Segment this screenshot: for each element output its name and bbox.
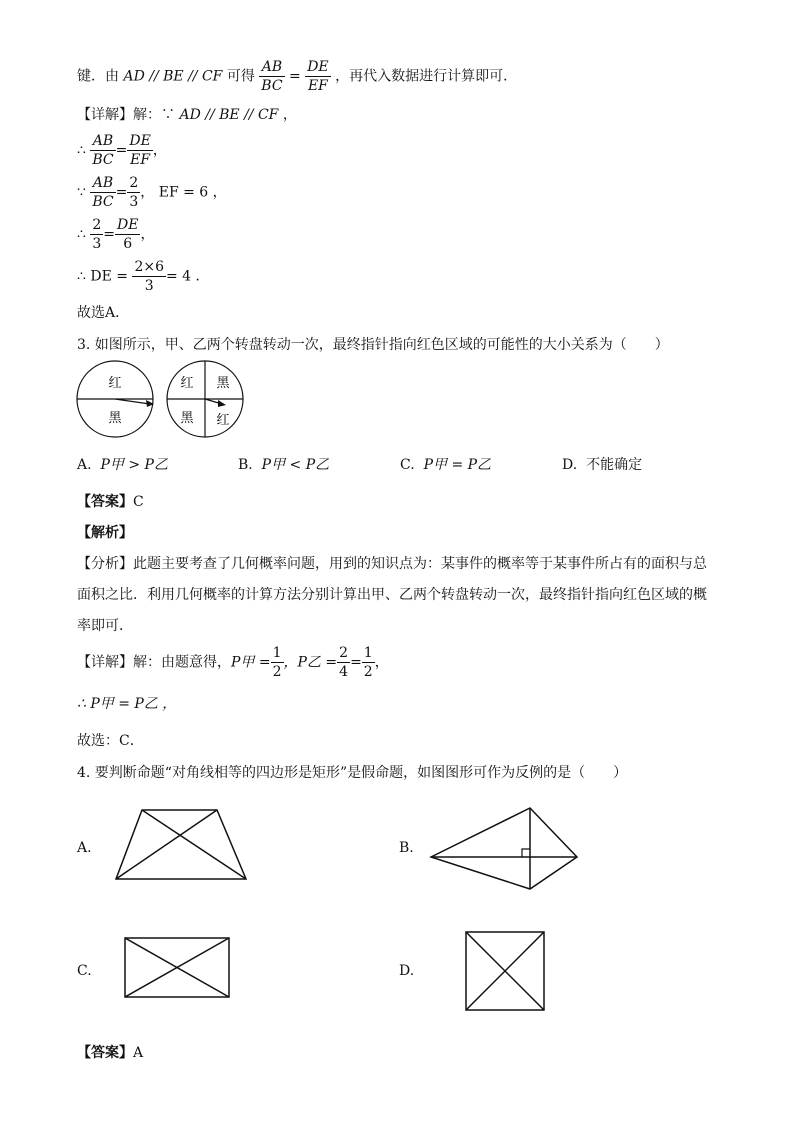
q3-detail: 【详解】解：由题意得，P甲 = $\frac{1}{2}$ ，P乙 = $\frac{2}{4}$ = $\frac{1}{2}$ ， — [77, 645, 389, 680]
right-angle-mark-icon — [522, 849, 530, 857]
spinner-jia-top-label: 红 — [108, 376, 122, 391]
step-3: ∴ $\frac{2}{3}$ = $\frac{DE}{6}$ ， — [77, 217, 155, 252]
q4-label-a: A. — [77, 840, 92, 856]
fraction: $\frac{2}{3}$ — [92, 217, 102, 252]
fraction: $\frac{AB}{BC}$ — [92, 133, 114, 168]
rectangle-figure — [123, 936, 231, 999]
therefore-symbol: ∴ — [77, 226, 86, 243]
q3-choice: 故选：C． — [77, 733, 144, 749]
therefore-symbol: ∴ — [77, 142, 86, 159]
q3-analysis-label: 【解析】 — [77, 525, 133, 541]
trapezoid-figure — [112, 807, 252, 883]
detail-parallel: AD // BE // CF — [179, 107, 279, 123]
fraction: $\frac{DE}{EF}$ — [129, 133, 151, 168]
step-2: ∵ $\frac{AB}{BC}$ = $\frac{2}{3}$ ， EF = 6 ， — [77, 175, 227, 210]
detail-2-label-line — [77, 104, 297, 124]
q4-label-c: C. — [77, 963, 92, 979]
fraction: $\frac{2}{3}$ — [129, 175, 139, 210]
fraction-ab-bc: $\frac{AB}{BC}$ — [261, 59, 283, 94]
spinner-yi-bl: 黑 — [180, 411, 194, 426]
q3-analysis-line3: 率即可． — [77, 618, 133, 634]
step-end: ， EF = 6 ， — [140, 184, 227, 201]
q4-stem: 4. 要判断命题“对角线相等的四边形是矩形”是假命题，如图图形可作为反例的是（ ） — [77, 765, 628, 781]
fraction: $\frac{2\times 6}{3}$ — [134, 259, 164, 294]
q3-analysis-line2: 面积之比．利用几何概率的计算方法分别计算出甲、乙两个转盘转动一次，最终指针指向红色区域的概 — [77, 587, 707, 603]
step-lhs: ∴ DE = — [77, 268, 128, 285]
intro-mid: 可得 — [226, 68, 255, 85]
detail-label: 【详解】解：∵ — [77, 107, 175, 123]
spinner-jia — [77, 361, 154, 437]
q3-option-b: B. P甲 < P乙 — [238, 457, 330, 473]
intro-parallel: AD // BE // CF — [123, 68, 223, 85]
because-symbol: ∵ — [77, 184, 86, 201]
q3-option-d: D. 不能确定 — [562, 457, 643, 473]
q3-stem: 3. 如图所示，甲、乙两个转盘转动一次，最终指针指向红色区域的可能性的大小关系为（ ） — [77, 337, 669, 353]
fraction: $\frac{DE}{6}$ — [117, 217, 139, 252]
intro-prefix: 键．由 — [77, 68, 119, 85]
q4-answer: 【答案】A — [77, 1045, 144, 1061]
q3-option-c: C. P甲 = P乙 — [400, 457, 492, 473]
q3-option-a: A. P甲 > P乙 — [77, 457, 168, 473]
q3-analysis-line1: 【分析】此题主要考查了几何概率问题，用到的知识点为：某事件的概率等于某事件所占有的面积与总 — [77, 556, 707, 572]
spinner-yi — [167, 361, 243, 437]
spinner-figures — [74, 360, 254, 442]
q4-label-d: D. — [399, 963, 415, 979]
step-4 — [77, 258, 210, 295]
fraction: $\frac{AB}{BC}$ — [92, 175, 114, 210]
intro-suffix: ，再代入数据进行计算即可． — [335, 68, 518, 85]
intro-eq: = — [289, 68, 301, 85]
kite-figure — [428, 805, 580, 891]
intro-line — [77, 58, 517, 95]
spinner-yi-br: 红 — [216, 413, 230, 428]
spinner-yi-tr: 黑 — [216, 376, 230, 391]
fraction-de-ef: $\frac{DE}{EF}$ — [307, 59, 329, 94]
q3-answer: 【答案】C — [77, 494, 144, 510]
step-end: ， — [152, 142, 167, 159]
q3-conclusion: ∴ P甲 = P乙 ， — [77, 696, 177, 712]
comma: ， — [282, 107, 297, 123]
square-figure — [464, 930, 546, 1012]
q4-label-b: B. — [399, 840, 414, 856]
step-1: ∴ $\frac{AB}{BC}$ = $\frac{DE}{EF}$ ， — [77, 133, 167, 168]
step-end: = 4 ． — [165, 268, 210, 285]
pointer-arrow-icon — [115, 399, 150, 404]
step-end: ， — [140, 226, 155, 243]
spinner-jia-bottom-label: 黑 — [108, 411, 122, 426]
spinner-yi-tl: 红 — [180, 376, 194, 391]
choice-2: 故选A． — [77, 305, 130, 321]
